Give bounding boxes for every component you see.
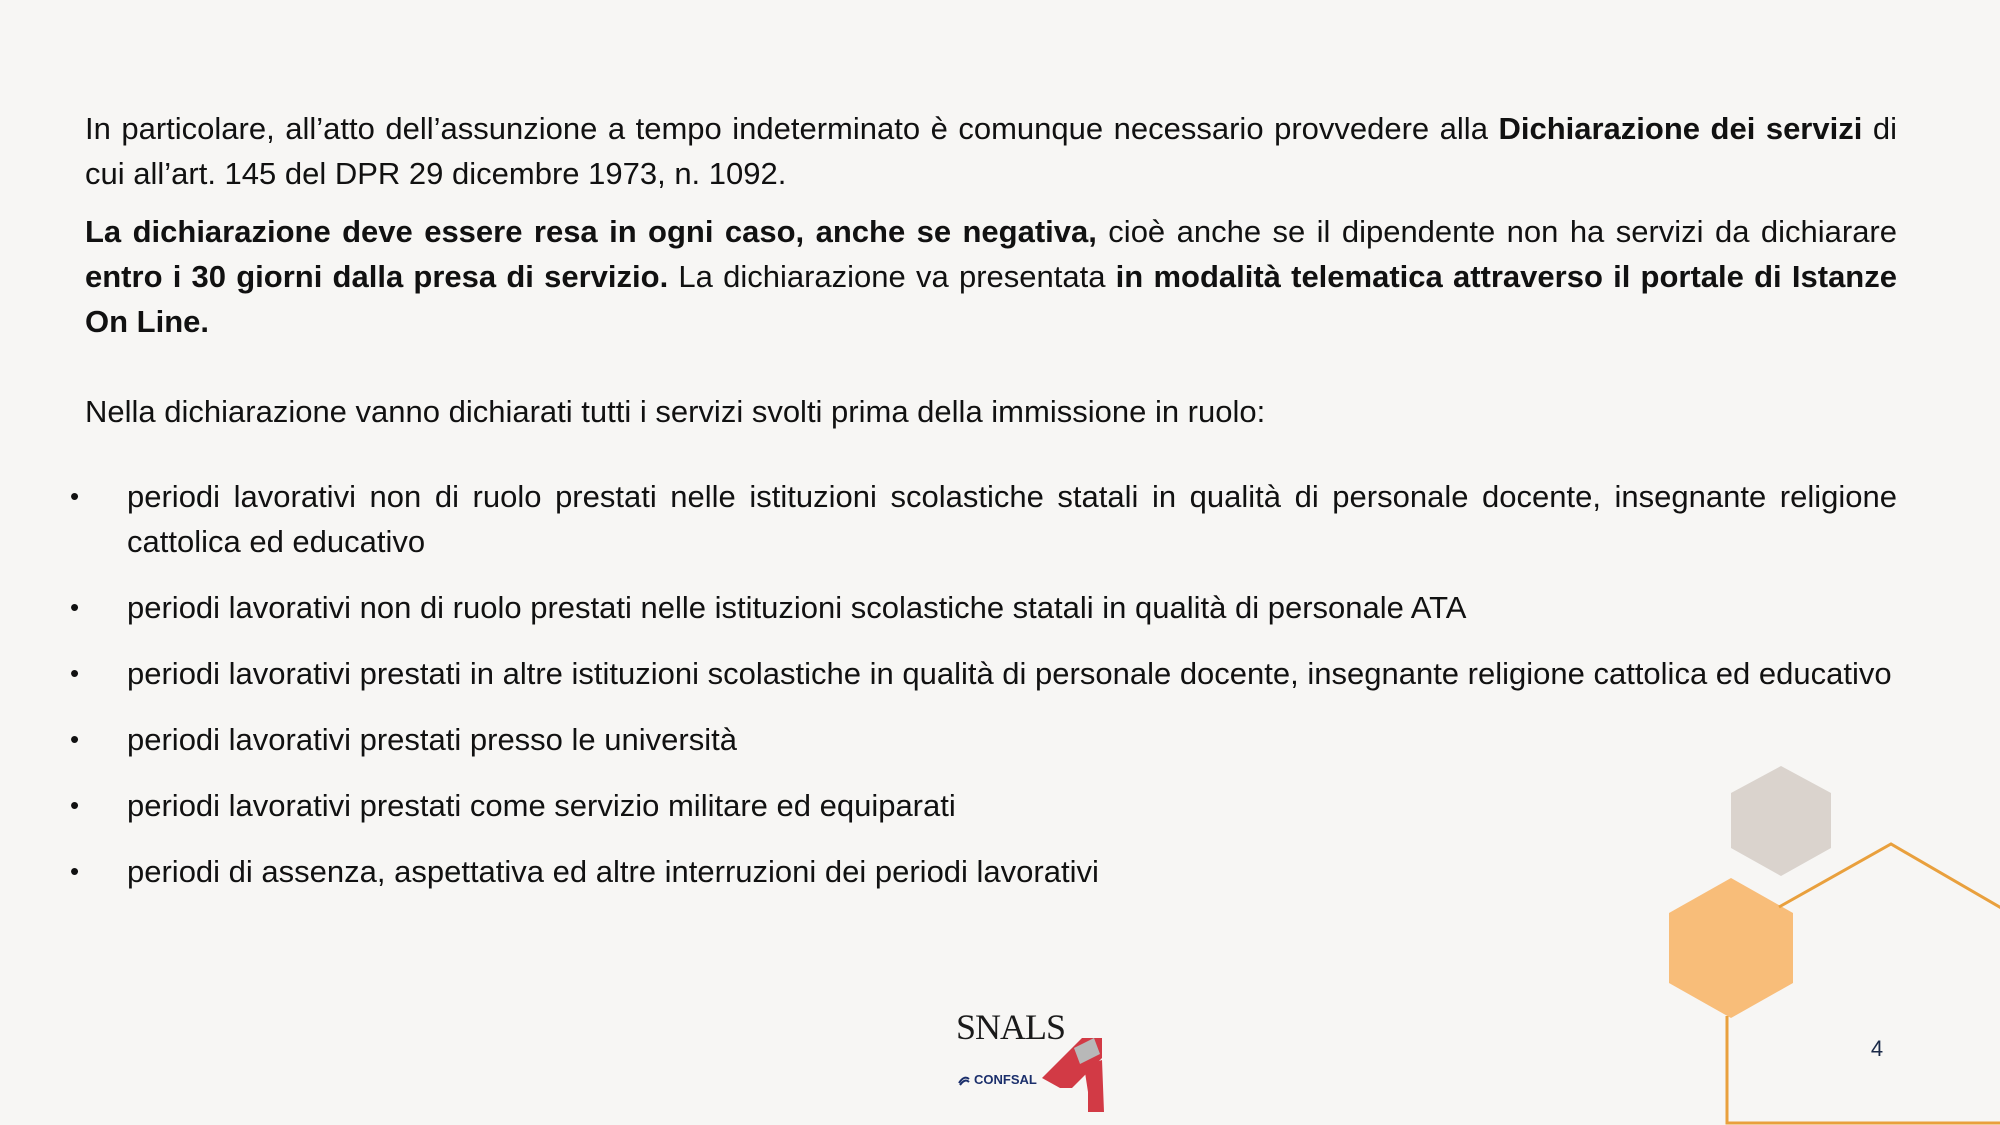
list-item-text: periodi lavorativi non di ruolo prestati nelle istituzioni scolastiche statali in qualità di personale docente, insegnante religione cattolica ed educativo <box>127 479 1897 559</box>
intro-bold-term: Dichiarazione dei servizi <box>1498 111 1863 146</box>
list-item <box>70 651 1897 696</box>
list-item <box>70 849 1897 894</box>
deadline-text-2: La dichiarazione va presentata <box>668 259 1116 294</box>
logo-wordmark: SNALS <box>956 1007 1066 1047</box>
list-item <box>70 717 1897 762</box>
bullet-icon: • <box>70 481 80 511</box>
list-item-text: periodi lavorativi prestati presso le università <box>127 722 737 757</box>
list-item <box>70 474 1897 564</box>
list-item <box>70 783 1897 828</box>
paragraph-list-intro: Nella dichiarazione vanno dichiarati tutti i servizi svolti prima della immissione in ruolo: <box>85 394 1266 429</box>
services-list <box>70 474 1897 894</box>
confsal-swirl-icon <box>957 1073 971 1087</box>
list-item <box>70 585 1897 630</box>
paragraph-deadline <box>85 209 1897 344</box>
list-item-text: periodi lavorativi prestati in altre istituzioni scolastiche in qualità di personale docente, insegnante religione cattolica ed educativo <box>127 656 1892 691</box>
list-item-text: periodi lavorativi prestati come servizio militare ed equiparati <box>127 788 956 823</box>
intro-text: In particolare, all’atto dell’assunzione a tempo indeterminato è comunque necessario provvedere alla <box>85 111 1499 146</box>
deadline-bold-2: entro i 30 giorni dalla presa di servizio. <box>85 259 669 294</box>
bullet-icon: • <box>70 658 80 688</box>
deadline-text-1: cioè anche se il dipendente non ha servizi da dichiarare <box>1096 214 1897 249</box>
paragraph-intro <box>85 106 1897 196</box>
bullet-icon: • <box>70 592 80 622</box>
list-item-text: periodi lavorativi non di ruolo prestati nelle istituzioni scolastiche statali in qualità di personale ATA <box>127 590 1467 625</box>
deadline-bold-1: La dichiarazione deve essere resa in ogni caso, anche se negativa, <box>85 214 1097 249</box>
logo-subtitle: CONFSAL <box>974 1072 1037 1087</box>
orange-hexagon-outline-left <box>1727 1016 2000 1123</box>
bullet-icon: • <box>70 790 80 820</box>
snals-confsal-logo <box>952 1008 1112 1112</box>
page-number: 4 <box>1870 1036 1884 1061</box>
bullet-icon: • <box>70 856 80 886</box>
slide-body <box>70 106 1897 915</box>
intro-reference: di cui all’art. 145 del DPR 29 dicembre 1973, n. 1092. <box>85 111 1897 191</box>
deadline-bold-3: in modalità telematica attraverso il portale di Istanze On Line. <box>85 259 1897 339</box>
bullet-icon: • <box>70 724 80 754</box>
list-item-text: periodi di assenza, aspettativa ed altre interruzioni dei periodi lavorativi <box>127 854 1099 889</box>
